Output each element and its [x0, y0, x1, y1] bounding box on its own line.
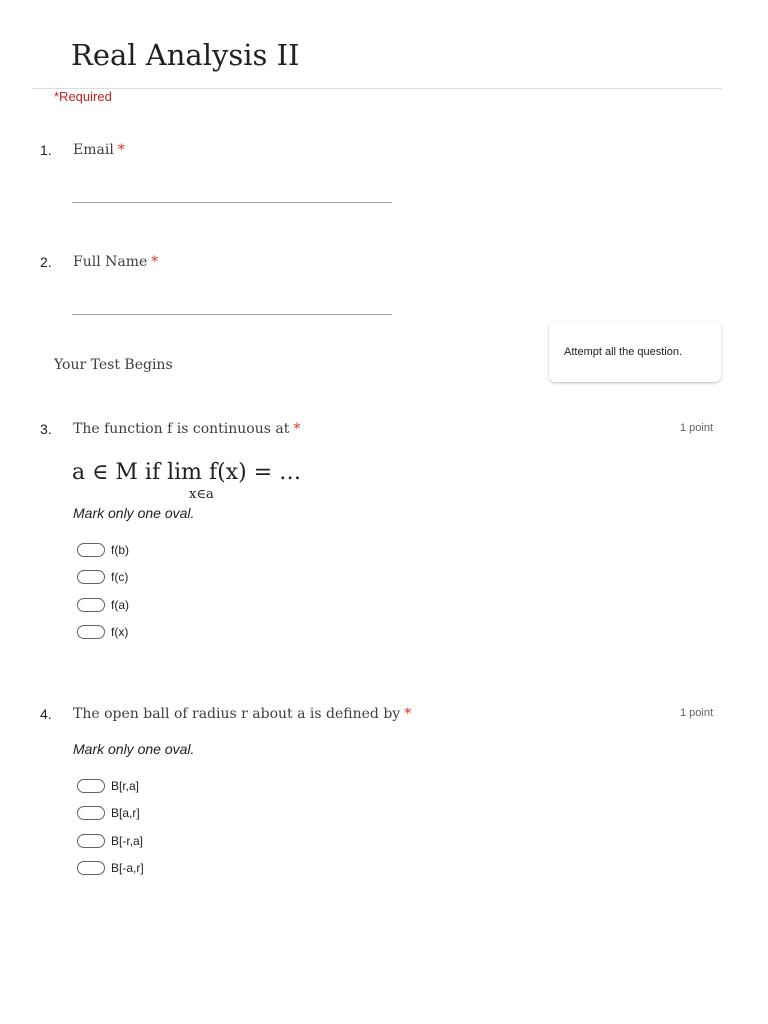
radio-oval[interactable]	[77, 598, 105, 612]
required-note: *Required	[54, 89, 112, 104]
question-4-number: 4.	[40, 706, 52, 722]
question-4-options	[77, 772, 144, 882]
question-1-text: Email	[73, 142, 114, 158]
option-label: B[-r,a]	[111, 833, 144, 848]
option-b-neg-a-r[interactable]	[77, 855, 144, 883]
option-f-b[interactable]	[77, 536, 129, 564]
email-field[interactable]	[72, 202, 392, 203]
radio-oval[interactable]	[77, 834, 105, 848]
question-2-text: Full Name	[73, 254, 148, 270]
radio-oval[interactable]	[77, 570, 105, 584]
question-2-number: 2.	[40, 254, 52, 270]
question-4-instruction: Mark only one oval.	[73, 741, 195, 757]
question-3-options	[77, 536, 129, 646]
question-4-points: 1 point	[679, 707, 713, 719]
section-title: Your Test Begins	[54, 357, 173, 373]
option-f-a[interactable]	[77, 591, 129, 619]
option-b-a-r[interactable]	[77, 800, 144, 828]
required-star: *	[151, 254, 159, 270]
option-b-neg-r-a[interactable]	[77, 827, 144, 855]
radio-oval[interactable]	[77, 779, 105, 793]
question-1-number: 1.	[40, 142, 52, 158]
question-2-label	[73, 254, 158, 270]
option-f-x[interactable]	[77, 619, 129, 647]
option-label: B[a,r]	[111, 806, 140, 821]
option-b-r-a[interactable]	[77, 772, 144, 800]
question-3-label	[73, 421, 300, 437]
question-3-points: 1 point	[679, 422, 713, 434]
section-note: Attempt all the question.	[564, 346, 683, 358]
formula-subscript: x∈a	[189, 487, 214, 502]
radio-oval[interactable]	[77, 625, 105, 639]
question-4-label	[73, 706, 411, 722]
required-star: *	[404, 706, 412, 722]
section-note-card	[549, 322, 721, 382]
option-label: f(c)	[111, 570, 129, 585]
question-3-text: The function f is continuous at	[73, 421, 290, 437]
full-name-field[interactable]	[72, 314, 392, 315]
option-label: B[r,a]	[111, 778, 140, 793]
title-divider	[32, 88, 722, 89]
form-title: Real Analysis II	[71, 38, 300, 72]
option-label: f(b)	[111, 542, 129, 557]
option-label: f(x)	[111, 625, 129, 640]
formula-main: a ∈ M if lim f(x) = …	[72, 460, 302, 485]
radio-oval[interactable]	[77, 543, 105, 557]
radio-oval[interactable]	[77, 861, 105, 875]
question-3-instruction: Mark only one oval.	[73, 505, 195, 521]
required-star: *	[117, 142, 125, 158]
required-star: *	[293, 421, 301, 437]
question-3-number: 3.	[40, 421, 52, 437]
question-1-label	[73, 142, 125, 158]
question-4-text: The open ball of radius r about a is defined by	[73, 706, 401, 722]
option-label: f(a)	[111, 597, 129, 612]
option-f-c[interactable]	[77, 564, 129, 592]
radio-oval[interactable]	[77, 806, 105, 820]
option-label: B[-a,r]	[111, 861, 144, 876]
